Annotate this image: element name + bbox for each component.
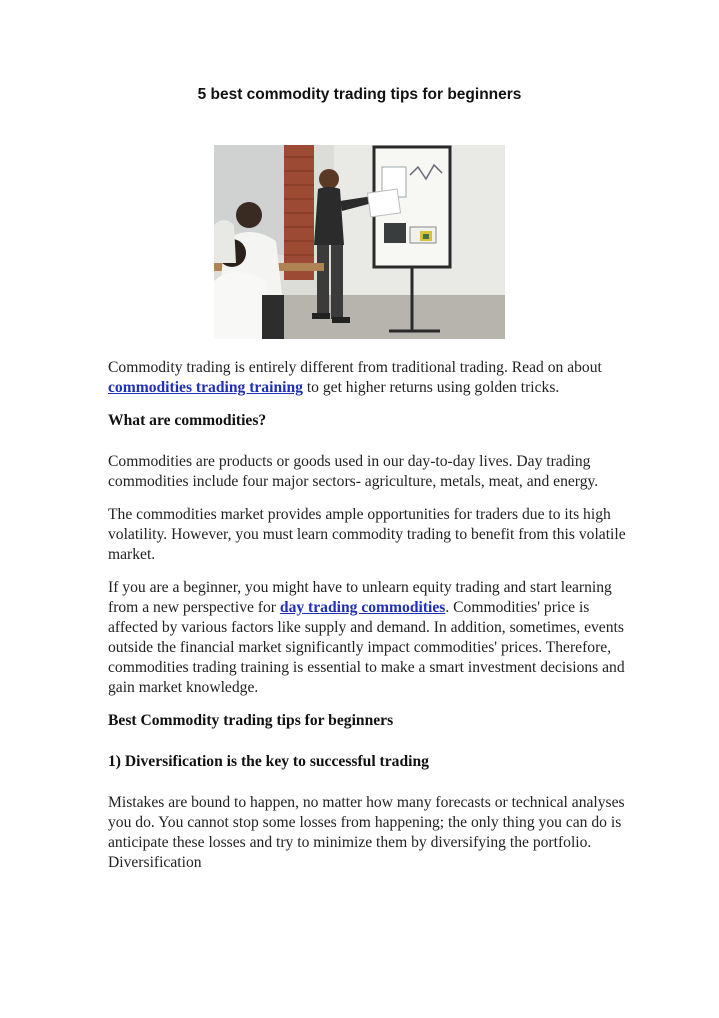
- intro-paragraph: [108, 358, 628, 398]
- intro-text: Commodity trading is entirely different from traditional trading. Read on about: [108, 359, 602, 376]
- market-paragraph: The commodities market provides ample opportunities for traders due to its high volatility. However, you must learn commodity trading to benefit from this volatile market.: [108, 506, 626, 563]
- commodities-paragraph: Commodities are products or goods used in our day-to-day lives. Day trading commodities include four major sectors- agriculture, metals, meat, and energy.: [108, 453, 599, 490]
- day-trading-commodities-link[interactable]: day trading commodities: [279, 599, 446, 616]
- document-title: 5 best commodity trading tips for beginners: [197, 86, 522, 103]
- beginner-paragraph: [108, 578, 628, 698]
- presentation-photo: [214, 145, 505, 339]
- heading-tip-1: 1) Diversification is the key to successful trading: [108, 753, 429, 770]
- beginner-text-end: . Commodities' price is affected by various factors like supply and demand. In addition, sometimes, events outside the financial market significantly impact commodities' prices. Therefore, commodities trading training is essential to make a smart investment decisions and gain market knowledge.: [108, 599, 625, 696]
- commodities-trading-training-link[interactable]: commodities trading training: [108, 379, 303, 396]
- tip1-paragraph: Mistakes are bound to happen, no matter how many forecasts or technical analyses you do. You cannot stop some losses from happening; the only thing you can do is anticipate these losses and try to minimize them by diversifying the portfolio. Diversification: [108, 794, 625, 871]
- article-body: [108, 358, 628, 886]
- heading-best-tips: Best Commodity trading tips for beginners: [108, 712, 394, 729]
- intro-text-end: to get higher returns using golden tricks.: [302, 379, 560, 396]
- beginner-text: If you are a beginner, you might have to unlearn equity trading and start learning from a new perspective for: [108, 579, 612, 616]
- heading-what-are-commodities: What are commodities?: [108, 412, 267, 429]
